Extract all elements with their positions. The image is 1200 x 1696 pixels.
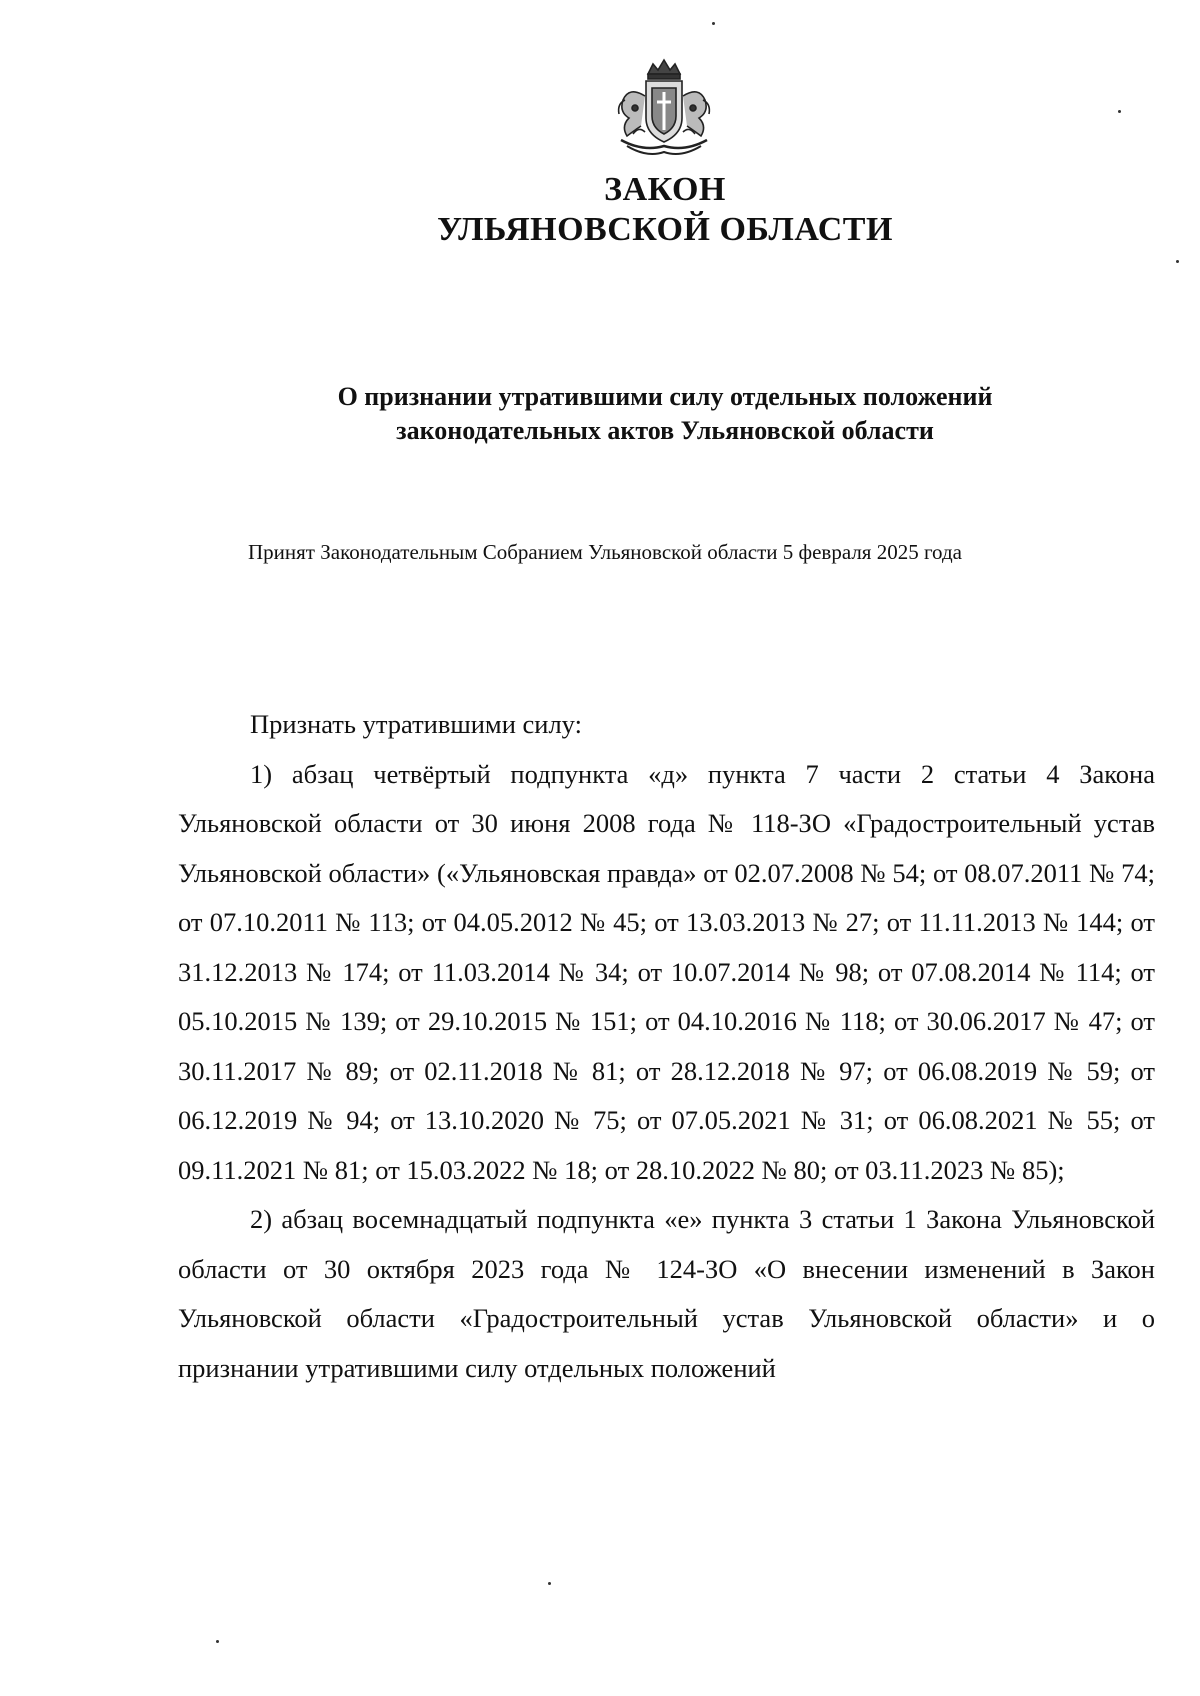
scan-speck	[216, 1640, 219, 1643]
list-item-1: 1) абзац четвёртый подпункта «д» пункта 7 части 2 статьи 4 Закона Ульяновской области от 30 июня 2008 года № 118-ЗО «Градостроительный устав Ульяновской области» («Ульяновская правда» от 02.07.2008 № 54; от 08.07.2011 № 74; от 07.10.2011 № 113; от 04.05.2012 № 45; от 13.03.2013 № 27; от 11.11.2013 № 144; от 31.12.2013 № 174; от 11.03.2014 № 34; от 10.07.2014 № 98; от 07.08.2014 № 114; от 05.10.2015 № 139; от 29.10.2015 № 151; от 04.10.2016 № 118; от 30.06.2017 № 47; от 30.11.2017 № 89; от 02.11.2018 № 81; от 28.12.2018 № 97; от 06.08.2019 № 59; от 06.12.2019 № 94; от 13.10.2020 № 75; от 07.05.2021 № 31; от 06.08.2021 № 55; от 09.11.2021 № 81; от 15.03.2022 № 18; от 28.10.2022 № 80; от 03.11.2023 № 85);	[178, 758, 1155, 1185]
coat-of-arms-icon	[603, 56, 725, 160]
law-title	[0, 170, 1200, 250]
law-title-line1: ЗАКОН	[604, 171, 726, 208]
scan-speck	[1118, 110, 1121, 113]
subject-line2: законодательных актов Ульяновской области	[396, 416, 934, 445]
law-subject	[0, 380, 1200, 448]
adoption-note: Принят Законодательным Собранием Ульяновской области 5 февраля 2025 года	[248, 540, 962, 564]
law-body	[178, 700, 1155, 1393]
scan-speck	[548, 1582, 551, 1585]
scan-speck	[1176, 260, 1179, 263]
scan-speck	[712, 22, 715, 25]
subject-line1: О признании утратившими силу отдельных положений	[337, 382, 993, 411]
list-item-2: 2) абзац восемнадцатый подпункта «е» пункта 3 статьи 1 Закона Ульяновской области от 30 октября 2023 года № 124-ЗО «О внесении изменений в Закон Ульяновской области «Градостроительный устав Ульяновской области» и о признании утратившими силу отдельных положений	[178, 1204, 1155, 1383]
law-title-line2: УЛЬЯНОВСКОЙ ОБЛАСТИ	[437, 211, 893, 248]
intro-paragraph: Признать утратившими силу:	[250, 709, 582, 739]
